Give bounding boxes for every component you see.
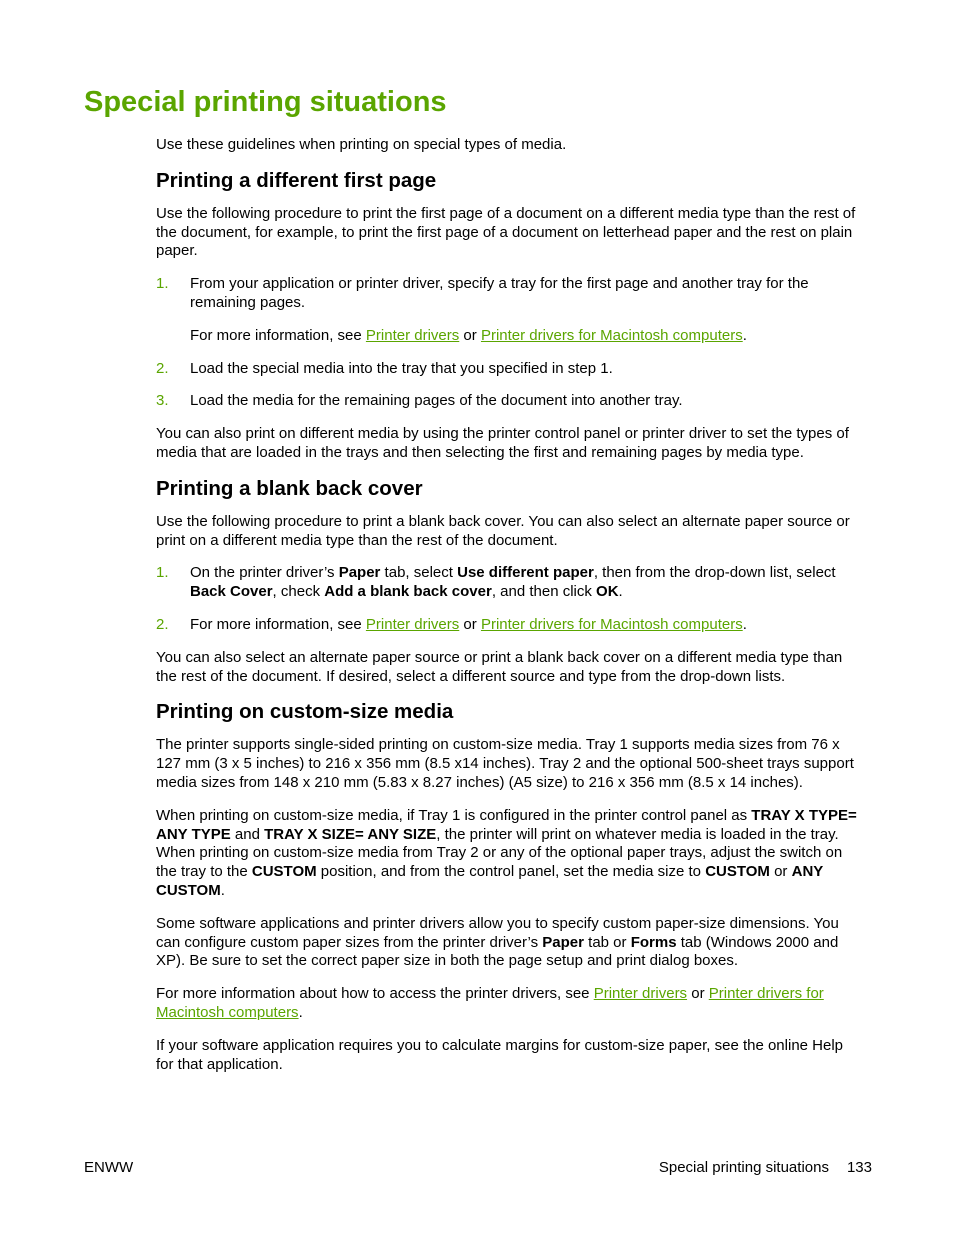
ui-term: ANY CUSTOM (156, 863, 824, 899)
ui-term: TRAY X SIZE= ANY SIZE (264, 825, 437, 843)
procedure-list (156, 564, 861, 634)
printer-drivers-link[interactable]: Printer drivers (593, 985, 688, 1003)
section-heading-different-first-page: Printing a different first page (156, 168, 437, 192)
paragraph: If your software application requires you to calculate margins for custom-size paper, see the online Help for that application. (156, 1036, 844, 1073)
section-heading-blank-back-cover: Printing a blank back cover (156, 476, 423, 500)
printer-drivers-macintosh-link[interactable]: Printer drivers for Macintosh computers (156, 985, 824, 1021)
ui-term: Use different paper (457, 564, 594, 582)
step-text: On the printer driver’s Paper tab, select Use different paper, then from the drop-down list, select Back Cover, check Add a blank back cover, and then click OK. (190, 564, 836, 601)
printer-drivers-link[interactable]: Printer drivers (365, 615, 460, 633)
ui-term: Add a blank back cover (324, 583, 492, 601)
page-title: Special printing situations (84, 86, 447, 118)
step-text: Load the special media into the tray that you specified in step 1. (190, 359, 613, 377)
ui-term: CUSTOM (705, 863, 770, 881)
list-item (156, 392, 861, 411)
paragraph: Use the following procedure to print the first page of a document on a different media type than the rest of the document, for example, to print the first page of a document on letterhead paper and the rest on plain paper. (156, 204, 856, 260)
paragraph: You can also print on different media by using the printer control panel or printer driver to set the types of media that are loaded in the trays and then selecting the first and remaining pages by media type. (156, 425, 849, 461)
ui-term: Forms (630, 933, 677, 951)
ui-term: OK (596, 583, 619, 601)
paragraph: You can also select an alternate paper source or print a blank back cover on a different media type than the rest of the document. If desired, select a different source and type from the drop-down lists. (156, 648, 843, 685)
footer-section-title: Special printing situations (658, 1159, 829, 1176)
step-text: Load the media for the remaining pages of the document into another tray. (190, 392, 683, 410)
printer-drivers-link[interactable]: Printer drivers (365, 326, 460, 344)
step-number: 2. (156, 359, 169, 377)
list-item (156, 564, 861, 602)
paragraph: When printing on custom-size media, if Tray 1 is configured in the printer control panel as TRAY X TYPE= ANY TYPE and TRAY X SIZE= ANY SIZE, the printer will print on whatever media is loaded in the tray. When printing on custom-size media from Tray 2 or any of the optional paper trays, adjust the switch on the tray to the CUSTOM position, and from the control panel, set the media size to CUSTOM or ANY CUSTOM. (156, 806, 857, 899)
ui-term: Paper (338, 564, 381, 582)
list-item (156, 360, 861, 379)
footer-right (659, 1159, 872, 1177)
paragraph: The printer supports single-sided printing on custom-size media. Tray 1 supports media sizes from 76 x 127 mm (3 x 5 inches) to 216 x 356 mm (8.5 x14 inches). Tray 2 and the optional 500-sheet trays support media sizes from 148 x 210 mm (5.83 x 8.27 inches) (A5 size) to 216 x 356 mm (8.5 x 14 inches). (156, 736, 854, 791)
page-number: 133 (846, 1159, 872, 1176)
printer-drivers-macintosh-link[interactable]: Printer drivers for Macintosh computers (480, 615, 743, 633)
more-info-note: For more information, see Printer drivers or Printer drivers for Macintosh computers. (190, 326, 747, 344)
printer-drivers-macintosh-link[interactable]: Printer drivers for Macintosh computers (480, 326, 743, 344)
page-content (156, 136, 861, 1088)
list-item (156, 275, 861, 345)
procedure-list (156, 275, 861, 411)
step-text: From your application or printer driver, specify a tray for the first page and another tray for the remaining pages. (190, 275, 809, 311)
list-item (156, 616, 861, 635)
ui-term: CUSTOM (251, 863, 317, 881)
footer-left-label: ENWW (84, 1159, 134, 1176)
intro-paragraph: Use these guidelines when printing on special types of media. (156, 136, 567, 153)
ui-term: Back Cover (190, 583, 273, 601)
paragraph: Some software applications and printer drivers allow you to specify custom paper-size dimensions. You can configure custom paper sizes from the printer driver’s Paper tab or Forms tab (Windows 2000 and XP). Be sure to set the correct paper size in both the page setup and print dialog boxes. (156, 914, 839, 970)
paragraph: For more information about how to access the printer drivers, see Printer drivers or Printer drivers for Macintosh computers. (156, 985, 824, 1021)
step-number: 3. (156, 392, 169, 410)
step-number: 2. (156, 615, 169, 633)
ui-term: TRAY X TYPE= ANY TYPE (156, 806, 857, 843)
step-number: 1. (156, 275, 169, 293)
section-heading-custom-size-media: Printing on custom-size media (156, 700, 454, 724)
ui-term: Paper (542, 933, 584, 951)
paragraph: Use the following procedure to print a blank back cover. You can also select an alternate paper source or print on a different media type than the rest of the document. (156, 512, 850, 549)
step-text: For more information, see Printer drivers or Printer drivers for Macintosh computers. (190, 615, 747, 633)
step-number: 1. (156, 564, 169, 582)
